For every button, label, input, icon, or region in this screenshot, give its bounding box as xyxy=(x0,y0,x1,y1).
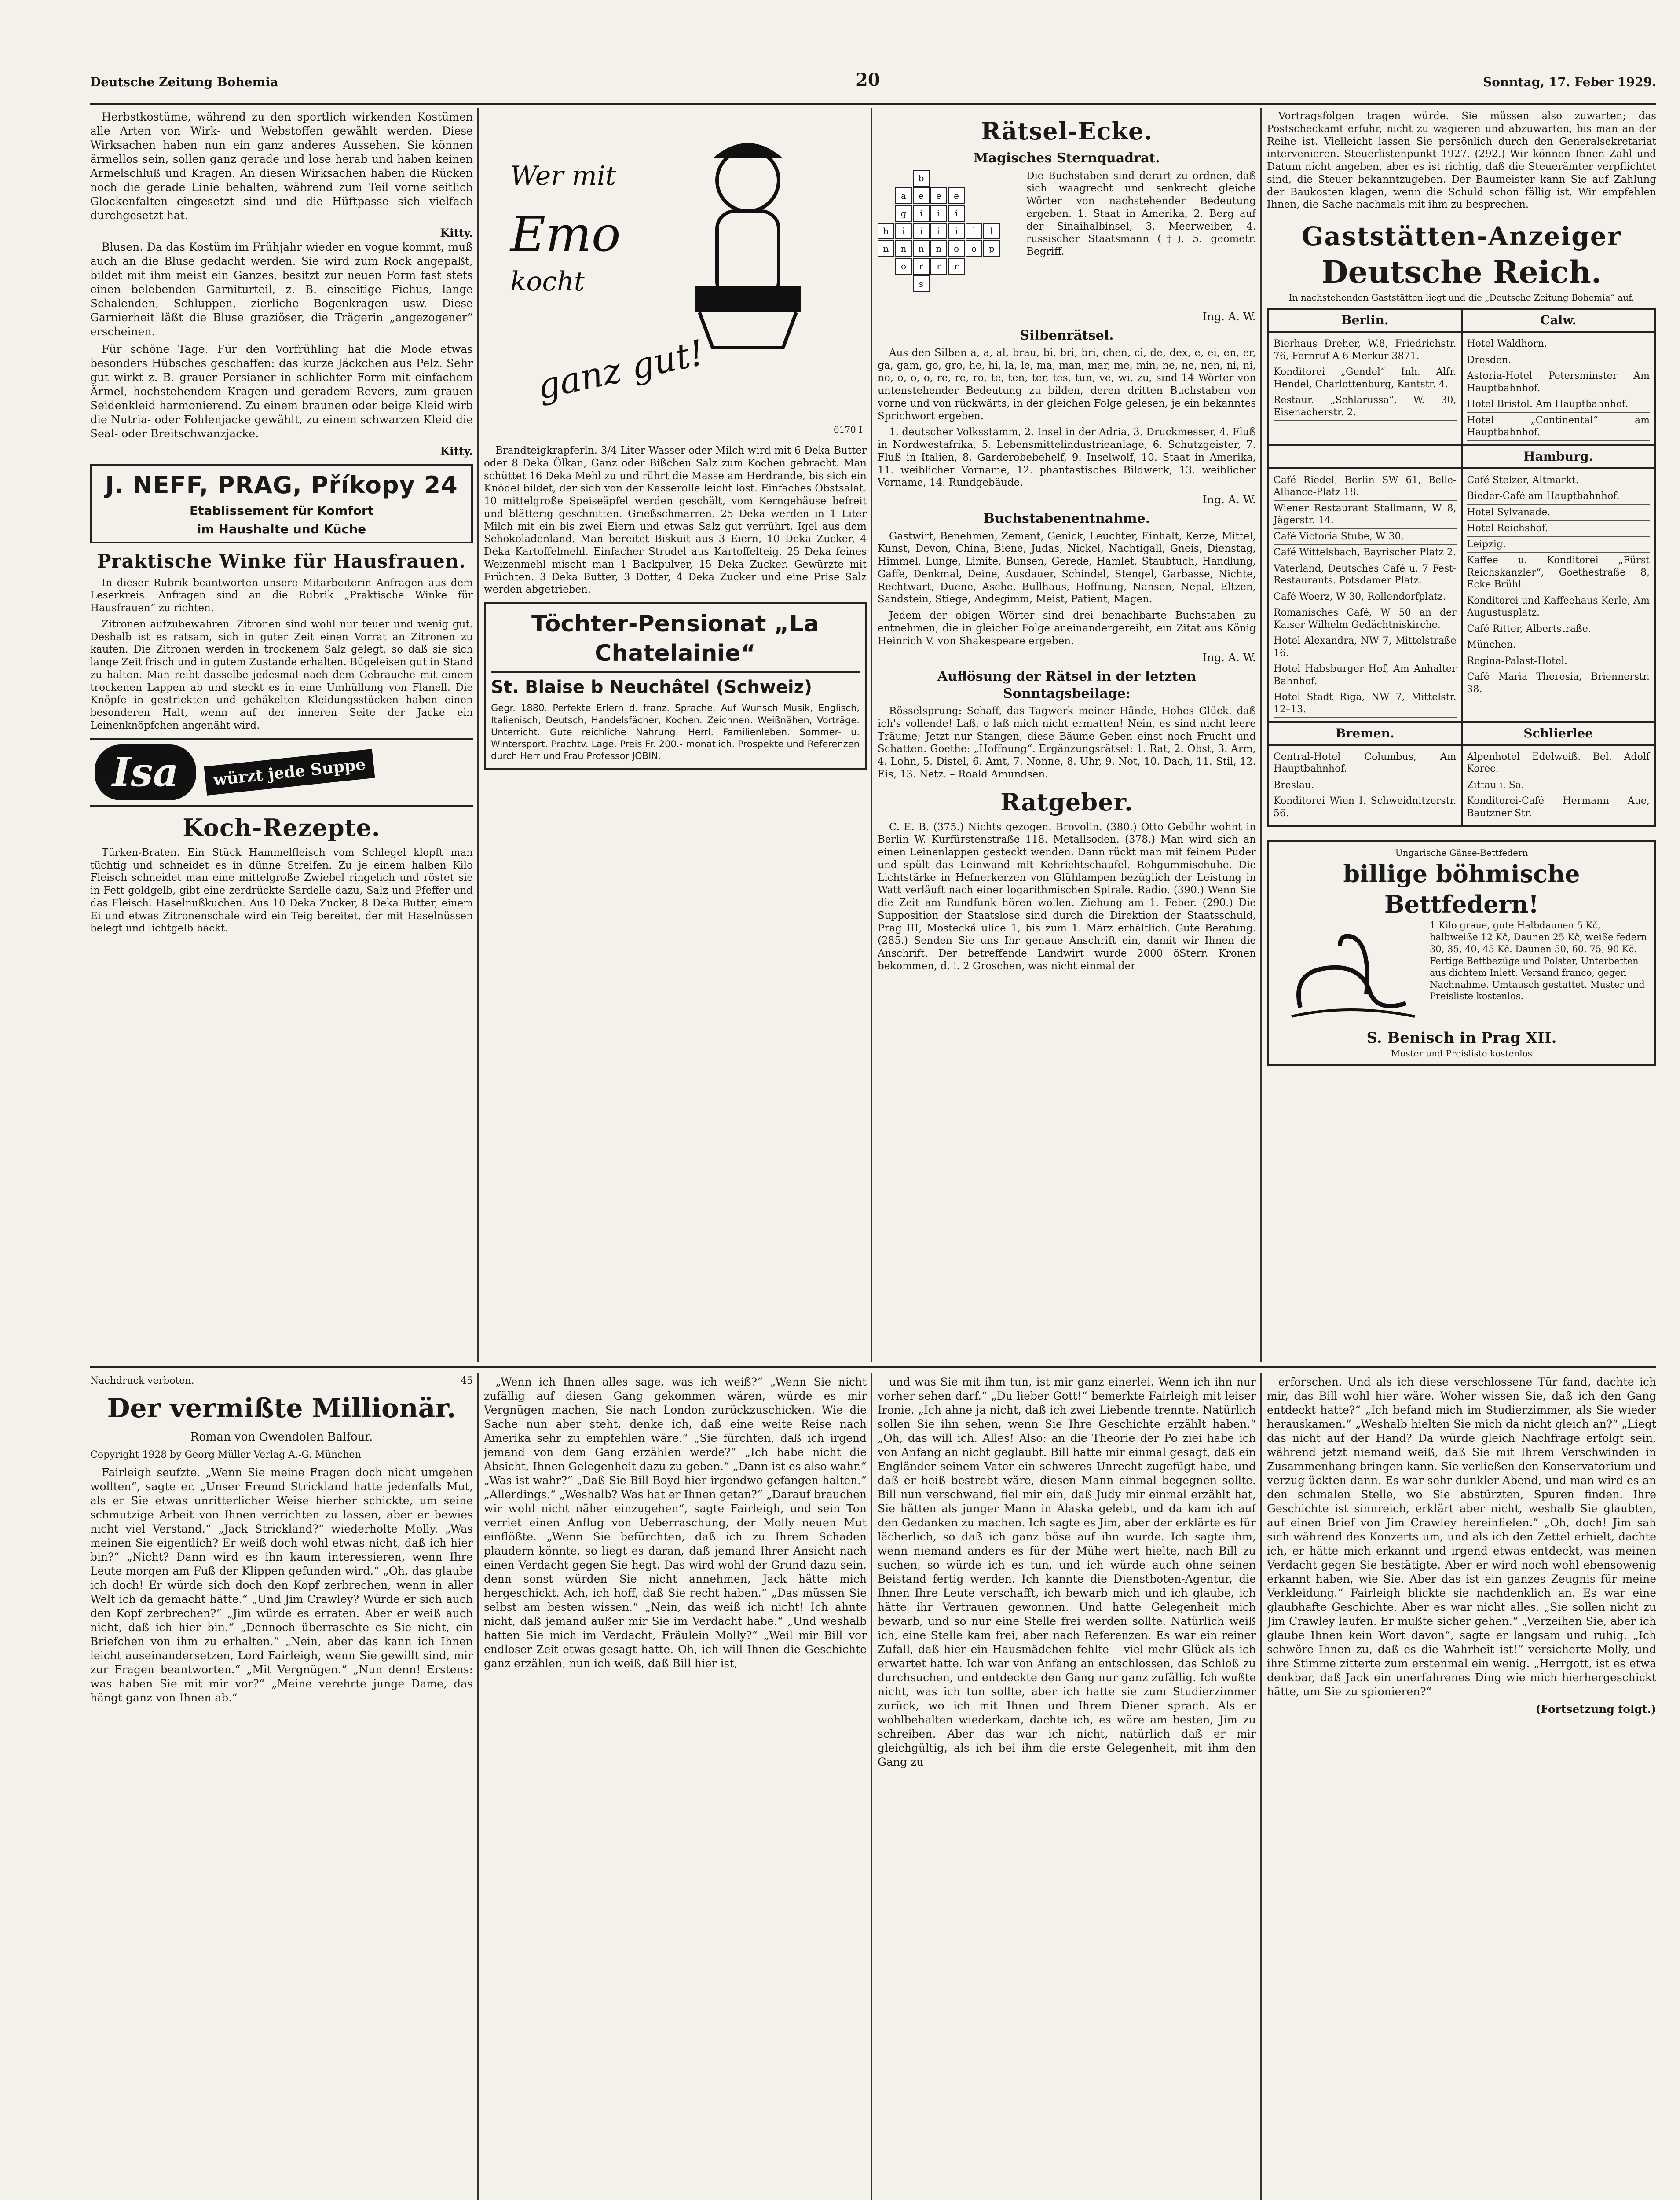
puzzle-cell xyxy=(1001,275,1018,292)
gast-entry: Café Riedel, Berlin SW 61, Belle-Alliance-Platz 18. xyxy=(1274,473,1457,501)
betten-body-row xyxy=(1274,920,1649,1025)
puzzle-cell xyxy=(1001,293,1018,310)
winke-text: Zitronen aufzubewahren. Zitronen sind wohl nur teuer und wenig gut. Deshalb ist es ratsam, sich in guter Zeit einen Vorrat an Zitronen zu kaufen. Die Zitronen werden in trockenem Salz gelegt, so daß sie sich lange Zeit frisch und in gutem Zustande erhalten. Bügeleisen gut in Stand zu halten. Man reibt dasselbe jedesmal nach dem Gebrauche mit einem trockenen Lappen ab und steckt es in eine Umhüllung von Flanell. Die Knöpfe in gestrickten und gehäkelten Kleidungsstücken haben einen besonderen Halt, wenn auf der inneren Seite der Jacke ein Leinenknöpfchen angenäht wird. xyxy=(90,618,473,731)
gast-entry: Breslau. xyxy=(1274,777,1457,794)
gast-entry: Leipzig. xyxy=(1467,537,1650,553)
header-rule xyxy=(90,103,1656,105)
gast-entry: Central-Hotel Columbus, Am Hauptbahnhof. xyxy=(1274,749,1457,777)
novel-title: Der vermißte Millionär. xyxy=(107,1393,456,1424)
puzzle-cell xyxy=(878,275,894,292)
aufloesung-heading: Auflösung der Rätsel in der letzten Sonntagsbeilage: xyxy=(937,669,1196,701)
puzzle-cell xyxy=(983,205,1000,222)
buchst-sign: Ing. A. W. xyxy=(1202,651,1256,664)
gast-entry: Bierhaus Dreher, W.8, Friedrichstr. 76, Fernruf A 6 Merkur 3871. xyxy=(1274,336,1457,364)
raetsel-heading: Rätsel-Ecke. xyxy=(981,117,1153,145)
author-sign: Kitty. xyxy=(440,227,473,239)
gast-entry: Café Victoria Stube, W 30. xyxy=(1274,529,1457,545)
gast-subheading: Deutsche Reich. xyxy=(1321,254,1602,291)
column-divider xyxy=(477,1373,479,2200)
puzzle-cell xyxy=(1001,205,1018,222)
gast-entry: Kaffee u. Konditorei „Fürst Reichskanzler“, Goethestraße 8, Ecke Brühl. xyxy=(1467,553,1650,593)
gast-entry: Konditorei-Café Hermann Aue, Bautzner Str. xyxy=(1467,793,1650,821)
column-divider xyxy=(1260,108,1262,1362)
puzzle-cell: i xyxy=(913,205,930,222)
gast-entry: Hotel Stadt Riga, NW 7, Mittelstr. 12–13. xyxy=(1274,689,1457,718)
isa-advertisement xyxy=(90,738,473,807)
neff-advertisement xyxy=(90,464,473,543)
neff-ad-line2: im Haushalte und Küche xyxy=(197,521,366,536)
novel-topline xyxy=(90,1375,473,1387)
puzzle-cell: e xyxy=(913,187,930,204)
puzzle-cell: i xyxy=(948,205,965,222)
column-recipes xyxy=(484,110,867,1360)
puzzle-cell: a xyxy=(895,187,912,204)
puzzle-cell xyxy=(913,293,930,310)
puzzle-cell xyxy=(930,170,947,187)
puzzle-cell: i xyxy=(895,223,912,239)
puzzle-cell: s xyxy=(913,275,930,292)
gast-entry: Konditorei Wien I. Schweidnitzerstr. 56. xyxy=(1274,793,1457,821)
puzzle-cell: l xyxy=(966,223,982,239)
puzzle-cell xyxy=(1001,240,1018,257)
isa-tagline: würzt jede Suppe xyxy=(204,749,375,796)
tochter-place: St. Blaise b Neuchâtel (Schweiz) xyxy=(491,677,813,698)
gast-entry: Hotel Habsburger Hof, Am Anhalter Bahnhof. xyxy=(1274,661,1457,689)
gast-entries xyxy=(1268,468,1462,722)
svg-text:Emo: Emo xyxy=(510,206,621,262)
svg-text:kocht: kocht xyxy=(510,266,585,297)
logo-number: 6170 I xyxy=(833,424,862,435)
section-rule xyxy=(90,1366,1656,1368)
tage-paragraph: Für schöne Tage. Für den Vorfrühling hat die Mode etwas besonders Hübsches geschaffen: das kurze Jäckchen aus Pelz. Sehr gut wirkt z. B. grauer Persianer in schlichter Form mit einfachem Ärmel, hochstehendem Kragen und geradem Revers, zum grauen Seidenkleid harmonierend. Zu einem braunen oder beige Kleid wirb die Nutria- oder Fohlenjacke gewählt, zu einem schwarzen Kleid die Seal- oder Breitschwanzjacke. xyxy=(90,343,473,440)
novel-text: „Wenn ich Ihnen alles sage, was ich weiß?“ „Wenn Sie nicht zufällig auf diesen Gang gekommen wären, würde es mir Vergnügen machen, Sie nach London zurückzuschicken. Wie die Sache nun aber steht, denke ich, daß eine weite Reise nach Amerika sehr zu empfehlen wäre.“ „Sie fürchten, daß ich irgend jemand von dem Gang erzählen werde?“ „Ich habe nicht die Absicht, Ihnen Gelegenheit dazu zu geben.“ „Dann ist es also wahr.“ „Was ist wahr?“ „Daß Sie Bill Boyd hier irgendwo gefangen halten.“ „Allerdings.“ „Weshalb? Was hat er Ihnen getan?“ „Darauf brauchen wir wohl nicht näher einzugehen“, sagte Fairleigh, und sein Ton verriet einen Anflug von Ueberraschung, der Molly neuen Mut einflößte. „Wenn Sie befürchten, daß ich zu Ihrem Schaden plaudern könnte, so liegt es daran, daß jemand Ihrer Ansicht nach einen Verdacht gegen Sie hegt. Das wird wohl der Grund dazu sein, denn sonst würden Sie nicht annehmen, Jack hätte mich hergeschickt. Ach, ich hoff, daß Sie recht haben.“ „Das müssen Sie selbst am besten wissen.“ „Nein, das weiß ich nicht! Ich ahnte nicht, daß jemand außer mir Sie im Verdacht habe.“ „Und weshalb hatten Sie mich im Verdacht, Fräulein Molly?“ „Weil mir Bill vor endloser Zeit etwas gesagt hatte. Oh, ich will Ihnen die Geschichte ganz erzählen, nun ich weiß, daß Bill hier ist, xyxy=(484,1375,867,1670)
brand-logo-ad xyxy=(484,110,867,444)
novel-column-2 xyxy=(484,1375,867,2200)
betten-firm: S. Benisch in Prag XII. xyxy=(1366,1029,1557,1047)
gast-entry: Hotel Alexandra, NW 7, Mittelstraße 16. xyxy=(1274,633,1457,661)
column-divider xyxy=(1260,1373,1262,2200)
puzzle-cell xyxy=(948,275,965,292)
puzzle-cell xyxy=(983,258,1000,275)
gast-entry: Hotel Reichshof. xyxy=(1467,521,1650,537)
puzzle-cell: i xyxy=(948,223,965,239)
gast-entry: München. xyxy=(1467,637,1650,653)
ratgeber-text: C. E. B. (375.) Nichts gezogen. Brovolin. (380.) Otto Gebühr wohnt in Berlin W. Kurfürstenstraße 118. Metallsoden. (378.) Man wird sich an einen Leinenlappen gesteckt wenden. Dann rückt man mit feinem Puder und spült das Leinwand mit Kehrichtschaufel. Rohgummischuhe. Die Lichtstärke in Hefnerkerzen von Glühlampen bezüglich der Leistung in Watt verläuft nach einer logarithmischen Spirale. Radio. (390.) Wenn Sie die Zeit am Rundfunk hören wollen. Ziehung am 1. Feber. (290.) Die Supposition der Staatslose sind durch die Direktion der Staatsschuld, Prag III, Mostecká ulice 1, bis zum 1. März erhältlich. Gute Beratung. (285.) Senden Sie uns Ihr genaue Anschrift ein, damit wir Ihnen die Anschrift. Der betreffende Landwirt wurde 2000 öSterr. Kronen bekommen, d. i. 2 Groschen, was nicht einmal der xyxy=(878,821,1256,972)
puzzle-cell: r xyxy=(948,258,965,275)
gast-city-heading: Hamburg. xyxy=(1462,445,1655,468)
neff-ad-title: J. NEFF, PRAG, Příkopy 24 xyxy=(105,471,458,499)
aufloesung-text: Rösselsprung: Schaff, das Tagwerk meiner Hände, Hohes Glück, daß ich's vollende! Laß, o laß mich nicht ermatten! Nein, es sind nicht leere Träume; Jetzt nur Stangen, diese Bäume Geben einst noch Frucht und Schatten. Goethe: „Hoffnung“. Ergänzungsrätsel: 1. Rat, 2. Obst, 3. Arm, 4. Lohn, 5. Distel, 6. Amt, 7. Nonne, 8. Uhr, 9. Not, 10. Dach, 11. Stil, 12. Eis, 13. Netz. – Roald Amundsen. xyxy=(878,705,1256,780)
ratgeber-heading: Ratgeber. xyxy=(1000,788,1133,816)
koch-heading: Koch-Rezepte. xyxy=(183,813,381,842)
puzzle-cell: b xyxy=(913,170,930,187)
bettfedern-advertisement xyxy=(1267,840,1656,1066)
puzzle-cell: i xyxy=(930,223,947,239)
puzzle-cell xyxy=(895,293,912,310)
puzzle-cell: o xyxy=(895,258,912,275)
author-sign: Kitty. xyxy=(440,445,473,458)
gast-city-heading: Bremen. xyxy=(1268,722,1462,745)
buchst-text2: Jedem der obigen Wörter sind drei benachbarte Buchstaben zu entnehmen, die in gleicher Folge aneinandergereiht, ein Zitat aus König Heinrich V. von Shakespeare ergeben. xyxy=(878,610,1256,647)
winke-intro: In dieser Rubrik beantworten unsere Mitarbeiterin Anfragen aus dem Leserkreis. Anfragen sind an die Rubrik „Praktische Winke für Hausfrauen“ zu richten. xyxy=(90,577,473,614)
betten-small: Ungarische Gänse-Bettfedern xyxy=(1395,847,1528,858)
puzzle-cell: h xyxy=(878,223,894,239)
novel-column-1 xyxy=(90,1375,473,2200)
puzzle-cell xyxy=(878,187,894,204)
neff-ad-line1: Etablissement für Komfort xyxy=(189,503,374,518)
puzzle-cell: e xyxy=(930,187,947,204)
column-divider xyxy=(477,108,479,1362)
silben-text: Aus den Silben a, a, al, brau, bi, bri, bri, chen, ci, de, dex, e, ei, en, er, ga, gam, go, gro, he, hi, la, le, ma, man, mar, me, min, ne, ne, nen, ni, ni, no, o, o, o, re, re, ro, te, ten, ter, tes, tun, ve, wi, zu, sind 14 Wörter von untenstehender Bedeutung zu bilden, deren dritten Buchstaben von vorne und von rückwärts, in der gleichen Folge gelesen, je ein bekanntes Sprichwort ergeben. xyxy=(878,347,1256,422)
puzzle-cell: g xyxy=(895,205,912,222)
novel-copyright: Copyright 1928 by Georg Müller Verlag A.-G. München xyxy=(90,1449,361,1461)
tochter-title: Töchter-Pensionat „La Chatelainie“ xyxy=(491,609,860,673)
gast-entry: Astoria-Hotel Petersminster Am Hauptbahnhof. xyxy=(1467,368,1650,396)
betten-text: 1 Kilo graue, gute Halbdaunen 5 Kč, halbweiße 12 Kč, Daunen 25 Kč, weiße federn 30, 35, 40, 45 Kč. Daunen 50, 60, 75, 90 Kč. Fertige Bettbezüge und Polster, Unterbetten aus dichtem Inlett. Versand franco, gegen Nachnahme. Umtausch gestattet. Muster und Preisliste kostenlos. xyxy=(1430,920,1647,1002)
masthead-left: Deutsche Zeitung Bohemia xyxy=(90,75,278,89)
puzzle-cell xyxy=(1001,170,1018,187)
gast-entry: Zittau i. Sa. xyxy=(1467,777,1650,794)
gast-entry: Wiener Restaurant Stallmann, W 8, Jägerstr. 14. xyxy=(1274,501,1457,529)
gast-entry: Café Stelzer, Altmarkt. xyxy=(1467,473,1650,489)
puzzle-cell xyxy=(948,170,965,187)
svg-text:Wer mit: Wer mit xyxy=(510,161,616,191)
puzzle-cell xyxy=(878,293,894,310)
gast-entry: Dresden. xyxy=(1467,352,1650,369)
gast-entry: Vaterland, Deutsches Café u. 7 Fest-Restaurants. Potsdamer Platz. xyxy=(1274,561,1457,589)
novel-text: und was Sie mit ihm tun, ist mir ganz einerlei. Wenn ich ihn nur vorher sehen darf.“ „Du lieber Gott!“ bemerkte Fairleigh mit leiser Ironie. „Ich ahne ja nicht, daß ich zwei Liebende trennte. Natürlich sollen Sie ihn sehen, wenn Sie Ihre Geschichte erzählt haben.“ „Oh, das will ich. Alles! Also: an die Theorie der Po ziei habe ich von Anfang an nicht geglaubt. Bill hatte mir einmal gesagt, daß ein Engländer seinem Vater ein schweres Unrecht zugefügt habe, und daß er heiß bestrebt wäre, diesen Mann einmal begegnen sollte. Bill nun verschwand, fiel mir ein, daß Judy mir einmal erzählt hat, Sie hätten als junger Mann in Alaska gelebt, und da kam ich auf den Gedanken zu machen. Ich sagte es Jim, aber der erklärte es für lächerlich, so daß ich ganz böse auf ihn wurde. Ich sagte ihm, wenn niemand anders es für der Mühe wert hielte, nach Bill zu suchen, so würde ich es tun, und ich würde auch ohne seinen Beistand fertig werden. Ich kannte die Dienstboten-Agentur, die Ihnen Ihre Leute verschafft, ich bewarb mich und ich glaube, ich hätte ihr Vertrauen gewonnen. Und hatte Gelegenheit mich bewarb, und so nur eine Stelle frei werden sollte. Natürlich weiß ich, eine Stelle kam frei, aber nach Referenzen. Es war ein reiner Zufall, daß hier ein Hausmädchen fehlte – viel mehr Glück als ich erwartet hatte. Ich war von Anfang an entschlossen, das Schloß zu durchsuchen, und entdeckte den Gang nur ganz zufällig. Ich wußte nicht, was ich tun sollte, aber ich hatte sie zum Studierzimmer zurück, wo ich mit Ihnen und Ihrem Diener sprach. Als er wohlbehalten wiederkam, dachte ich, es wäre am besten, Jim zu schreiben. Aber das war ich nicht, natürlich daß er mir gleichgültig, als ich bei ihm die erste Gelegenheit, mit ihm den Gang zu xyxy=(878,1375,1256,1768)
puzzle-cell xyxy=(895,275,912,292)
buchst-heading: Buchstabenentnahme. xyxy=(983,511,1150,527)
novel-text: erforschen. Und als ich diese verschlossene Tür fand, dachte ich mir, das Bill wohl hier wäre. Woher wissen Sie, daß ich den Gang entdeckt hatte?“ „Ich befand mich im Studierzimmer, als Sie wieder herauskamen.“ „Weshalb hielten Sie mich da nicht gleich an?“ „Liegt das nicht auf der Hand? Da würde gleich Nachfrage erfolgt sein, während jetzt niemand weiß, daß Sie mit Ihrem Verschwinden in Zusammenhang bringen kann. Sie verließen den Konservatorium und verzug ückten dann. Es war sehr dunkler Abend, und man wird es an den schmalen Stelle, wo Sie abstürzten, Spuren finden. Ihre Geschichte ist sinnreich, erklärt aber nicht, weshalb Sie glaubten, auf einen Brief von Jim Crawley hereinfielen.“ „Oh, doch! Jim sah sich während des Konzerts um, und als ich den Zettel erhielt, dachte ich, er hätte mich erkannt und irgend etwas entdeckt, was meinen Verdacht gegen Sie bestätigte. Aber er wird noch wohl ebensowenig erkannt haben, wie Sie. Aber das ist ein ganzes Zeugnis für meine Verkleidung.“ Fairleigh blickte sie nachdenklich an. Es war eine glaubhafte Geschichte. Aber es war nicht alles. „Sie sollen nicht zu Jim Crawley laufen. Er mußte sicher gehen.“ „Verzeihen Sie, aber ich glaube Ihnen kein Wort davon“, sagte er langsam und ruhig. „Ich schwöre Ihnen zu, daß es die Wahrheit ist!“ versicherte Molly, und ihre Stimme zitterte zum erstenmal ein wenig. „Herrgott, ist es etwa denkbar, daß Jack ein unerfahrenes Ding wie mich hierhergeschickt hätte, um Sie zu spionieren?“ xyxy=(1267,1375,1656,1698)
masthead-date: Sonntag, 17. Feber 1929. xyxy=(1483,75,1656,89)
puzzle-cell xyxy=(1001,258,1018,275)
star-square-grid xyxy=(878,170,1018,310)
column-divider xyxy=(871,108,872,1362)
gast-entry: Bieder-Café am Hauptbahnhof. xyxy=(1467,488,1650,505)
gast-entry: Café Maria Theresia, Briennerstr. 38. xyxy=(1467,669,1650,697)
betten-title: billige böhmische Bettfedern! xyxy=(1343,860,1580,919)
gast-entry: Romanisches Café, W 50 an der Kaiser Wilhelm Gedächtniskirche. xyxy=(1274,605,1457,633)
puzzle-cell: o xyxy=(948,240,965,257)
puzzle-cell xyxy=(966,187,982,204)
tochter-body: Gegr. 1880. Perfekte Erlern d. franz. Sprache. Auf Wunsch Musik, Englisch, Italienisch, Deutsch, Handelsfächer, Kochen. Zeichnen. Weißnähen, Vorträge. Unterricht. Gute reichliche Nahrung. Herrl. Familienleben. Sommer- u. Wintersport. Prachtv. Lage. Preis Fr. 200.- monatlich. Prospekte und Referenzen durch Herr und Frau Professor JOBIN. xyxy=(491,703,860,762)
puzzle-cell: n xyxy=(895,240,912,257)
puzzle-cell xyxy=(983,170,1000,187)
puzzle-cell xyxy=(983,187,1000,204)
puzzle-cell: l xyxy=(983,223,1000,239)
silben-list: 1. deutscher Volksstamm, 2. Insel in der Adria, 3. Druckmesser, 4. Fluß in Nordwestafrika, 5. Lebensmittelindustrieanlage, 6. Schutzgeister, 7. Fluß in Italien, 8. Garderobebehelf, 9. Inselwolf, 10. Staat in Amerika, 11. weiblicher Vorname, 12. phantastisches Bildwerk, 13. weiblicher Vorname, 14. Rundgebäude. xyxy=(878,426,1256,489)
gast-entry: Konditorei und Kaffeehaus Kerle, Am Augustusplatz. xyxy=(1467,593,1650,621)
nachdruck-note: Nachdruck verboten. xyxy=(90,1375,194,1386)
ratgeber-continued: Vortragsfolgen tragen würde. Sie müssen also zuwarten; das Postscheckamt erfuhr, nicht zu wagieren und abzuwarten, bis man an der Reihe ist. Vielleicht lassen Sie persönlich durch den Generalsekretariat intervenieren. Steuerlistenpunkt 1927. (292.) Wir können Ihnen Zahl und Datum nicht angeben, aber es ist richtig, daß die Steuerämter verpflichtet sind, die Steuer bekanntzugeben. Der Baumeister kann Sie auf Zahlung der Baukosten klagen, wenn die Schuld schon fällig ist. Wir empfehlen Ihnen, die Sache nachmals mit ihm zu besprechen. xyxy=(1267,110,1656,211)
winke-heading: Praktische Winke für Hausfrauen. xyxy=(97,550,466,572)
gast-note: In nachstehenden Gaststätten liegt und die „Deutsche Zeitung Bohemia“ auf. xyxy=(1288,292,1635,303)
page-number: 20 xyxy=(856,70,880,90)
puzzle-cell: n xyxy=(913,240,930,257)
isa-logo: Isa xyxy=(95,744,196,800)
puzzle-cell xyxy=(878,258,894,275)
gast-entry: Hotel Waldhorn. xyxy=(1467,336,1650,352)
puzzle-cell: n xyxy=(930,240,947,257)
gast-directory xyxy=(1267,308,1656,827)
puzzle-cell xyxy=(966,258,982,275)
tochter-advertisement xyxy=(484,602,867,770)
newspaper-page xyxy=(90,66,1656,2200)
gast-entry: Café Woerz, W 30, Rollendorfplatz. xyxy=(1274,589,1457,605)
puzzle-cell xyxy=(895,170,912,187)
puzzle-cell xyxy=(966,170,982,187)
novel-column-4 xyxy=(1267,1375,1656,2200)
puzzle-cell: o xyxy=(966,240,982,257)
gast-entry: Hotel „Continental“ am Hauptbahnhof. xyxy=(1467,413,1650,441)
gast-entry: Café Wittelsbach, Bayrischer Platz 2. xyxy=(1274,545,1457,561)
puzzle-cell xyxy=(878,205,894,222)
buchst-text: Gastwirt, Benehmen, Zement, Genick, Leuchter, Einhalt, Kerze, Mittel, Kunst, Devon, China, Biene, Judas, Nickel, Nachtigall, Gneis, Dienstag, Himmel, Lunge, Limite, Bunsen, Gerede, Hamlet, Staubtuch, Handlung, Gaffe, Denkmal, Deine, Ausdauer, Schindel, Stengel, Garbasse, Nichte, Rechtwart, Duene, Asche, Bullhaus, Hoffnung, Nansen, Nepal, Eltzen, Sandstein, Stiege, Andegimm, Meist, Patient, Magen. xyxy=(878,530,1256,605)
gast-entries xyxy=(1462,745,1655,826)
fashion-paragraph: Herbstkostüme, während zu den sportlich wirkenden Kostümen alle Arten von Wirk- und Webstoffen gewählt werden. Diese Wirksachen haben nun ein ganz anderes Aussehen. Sie können ärmellos sein, sollen ganz gerade und lose herab und haben keinen Armelschluß und Kragen. An diesen Wirksachen haben die Rücken noch die gerade Linie behalten, während zum Teil vorne seitlich Glockenfalten eingesetzt sind und die Hüftpasse sich vielfach durchgesetzt hat. xyxy=(90,110,473,222)
gast-city-heading: Berlin. xyxy=(1268,309,1462,332)
gast-entry: Hotel Bristol. Am Hauptbahnhof. xyxy=(1467,396,1650,413)
silben-heading: Silbenrätsel. xyxy=(1020,327,1114,343)
novel-text: Fairleigh seufzte. „Wenn Sie meine Fragen doch nicht umgehen wollten“, sagte er. „Unser Freund Strickland hatte jedenfalls Mut, als er Sie etwas unritterlicher Weise hierher schickte, um seine schmutzige Arbeit von Ihnen verrichten zu lassen, aber er bewies nicht viel Verstand.“ „Jack Strickland?“ wiederholte Molly. „Was meinen Sie eigentlich? Er weiß doch wohl etwas nicht, daß ich hier bin?“ „Nicht? Dann wird es ihn kaum interessieren, wenn Ihre Leute morgen am Fuß der Klippen gefunden wird.“ „Oh, das glaube ich doch! Er würde sich doch den Kopf zerbrechen, wenn in aller Welt ich da gemacht hätte.“ „Und Jim Crawley? Würde er sich auch den Kopf zerbrechen?“ „Jim würde es erraten. Aber er weiß auch nicht, daß ich hier bin.“ „Dennoch überraschte es Sie nicht, ein Briefchen von ihm zu erhalten.“ „Nein, aber das kann ich Ihnen leicht auseinandersetzen, Lord Fairleigh, wenn Sie gewillt sind, mir zur Fragen beantworten.“ „Mit Vergnügen.“ „Nun denn! Erstens: was haben Sie mit mir vor?“ „Meine verehrte junge Dame, das hängt ganz von Ihnen ab.“ xyxy=(90,1466,473,1705)
column-puzzles xyxy=(878,110,1256,1360)
puzzle-cell: n xyxy=(878,240,894,257)
swan-icon xyxy=(1274,920,1424,1025)
silben-sign: Ing. A. W. xyxy=(1202,493,1256,506)
puzzle-cell: r xyxy=(913,258,930,275)
column-divider xyxy=(871,1373,872,2200)
fortsetzung-note: (Fortsetzung folgt.) xyxy=(1535,1703,1656,1716)
betten-note: Muster und Preisliste kostenlos xyxy=(1391,1048,1532,1059)
puzzle-cell xyxy=(983,275,1000,292)
gast-entry: Restaur. „Schlarussa“, W. 30, Eisenacherstr. 2. xyxy=(1274,392,1457,421)
blusen-paragraph: Blusen. Da das Kostüm im Frühjahr wieder en vogue kommt, muß auch an die Bluse gedacht werden. Sie wird zum Rock angepaßt, bildet mit ihm meist ein Ganzes, besitzt zur neuen Form fast stets einen belebenden Garniturteil, z. B. einseitige Fichus, lange Schalenden, Schluppen, zierliche Bogenkragen usw. Diese Garnierheit läßt die Bluse graziöser, die Trägerin „angezogener“ erscheinen. xyxy=(90,241,473,338)
gast-city-heading xyxy=(1268,445,1462,468)
puzzle-cell: i xyxy=(930,205,947,222)
gast-city-heading: Schlierlee xyxy=(1462,722,1655,745)
gast-entry: Café Ritter, Albertstraße. xyxy=(1467,621,1650,638)
gast-entry: Alpenhotel Edelweiß. Bel. Adolf Korec. xyxy=(1467,749,1650,777)
gast-entries xyxy=(1268,745,1462,826)
gast-entries xyxy=(1462,468,1655,722)
puzzle-cell xyxy=(966,205,982,222)
gast-heading: Gaststätten-Anzeiger xyxy=(1301,221,1622,251)
puzzle-cell xyxy=(878,170,894,187)
novel-number: 45 xyxy=(461,1375,473,1386)
puzzle-cell xyxy=(930,293,947,310)
puzzle-cell xyxy=(966,275,982,292)
recipes-text: Brandteigkrapferln. 3/4 Liter Wasser oder Milch wird mit 6 Deka Butter oder 8 Deka Ölkan, Ganz oder Bißchen Salz zum Kochen gebracht. Man schüttet 16 Deka Mehl zu und rührt die Masse am Herdrande, bis sich ein Knödel bildet, der sich von der Kasserolle leicht löst. Einfaches Obstsalat. 10 mittelgroße Speiseäpfel werden geschält, vom Kerngehäuse befreit und blätterig geschnitten. Grießschmarren. 25 Deka werden in 1 Liter Milch mit ein bis zwei Eiern und etwas Salz gut verrührt. Igel aus dem Schokoladenland. Man bereitet Biskuit aus 3 Eiern, 10 Deka Zucker, 4 Deka Kartoffelmehl. Einfacher Strudel aus Kartoffelteig. 25 Deka feines Weizenmehl mischt man 1 Backpulver, 15 Deka Zucker. Gewürzte mit Früchten. 3 Deka Butter, 3 Dotter, 4 Deka Zucker und eine Prise Salz werden abgetrieben. xyxy=(484,445,867,596)
puzzle-sign: Ing. A. W. xyxy=(1202,310,1256,323)
gast-entry: Hotel Sylvanade. xyxy=(1467,505,1650,521)
puzzle-cell xyxy=(930,275,947,292)
novel-column-3 xyxy=(878,1375,1256,2200)
koch-text: Türken-Braten. Ein Stück Hammelfleisch vom Schlegel klopft man tüchtig und schneidet es in dünne Streifen. Zu je einem halben Kilo Fleisch schneidet man eine mittelgroße Zwiebel ringelich und röstet sie in Fett goldgelb, gibt eine zerdrückte Sardelle dazu, Salz und Pfeffer und das Fleisch. Haselnußkuchen. Aus 10 Deka Zucker, 8 Deka Butter, einem Ei und etwas Zitronenschale wird ein Teig bereitet, der mit Haselnüssen belegt und lichtgelb bäckt. xyxy=(90,847,473,935)
gast-entries xyxy=(1462,332,1655,445)
gast-entry: Regina-Palast-Hotel. xyxy=(1467,653,1650,670)
gast-entries xyxy=(1268,332,1462,445)
puzzle-text: Die Buchstaben sind derart zu ordnen, daß sich waagrecht und senkrecht gleiche Wörter von nachstehender Bedeutung ergeben. 1. Staat in Amerika, 2. Berg auf der Sinaihalbinsel, 3. Meerweiber, 4. russischer Staatsmann (†), 5. geometr. Begriff. xyxy=(1026,170,1256,257)
puzzle-cell xyxy=(983,293,1000,310)
puzzle-cell xyxy=(1001,223,1018,239)
puzzle-cell xyxy=(1001,187,1018,204)
puzzle-cell: i xyxy=(913,223,930,239)
puzzle-cell xyxy=(966,293,982,310)
puzzle-cell: e xyxy=(948,187,965,204)
puzzle-cell xyxy=(948,293,965,310)
stern-heading: Magisches Sternquadrat. xyxy=(974,150,1160,166)
svg-text:ganz gut!: ganz gut! xyxy=(533,332,708,407)
puzzle-cell: r xyxy=(930,258,947,275)
column-gaststaetten xyxy=(1267,110,1656,1360)
chef-illustration-icon xyxy=(484,110,862,427)
star-square-block xyxy=(878,170,1256,310)
novel-subtitle: Roman von Gwendolen Balfour. xyxy=(190,1430,373,1444)
gast-entry: Konditorei „Gendel“ Inh. Alfr. Hendel, Charlottenburg, Kantstr. 4. xyxy=(1274,364,1457,392)
puzzle-cell: p xyxy=(983,240,1000,257)
gast-city-heading: Calw. xyxy=(1462,309,1655,332)
column-fashion xyxy=(90,110,473,1360)
